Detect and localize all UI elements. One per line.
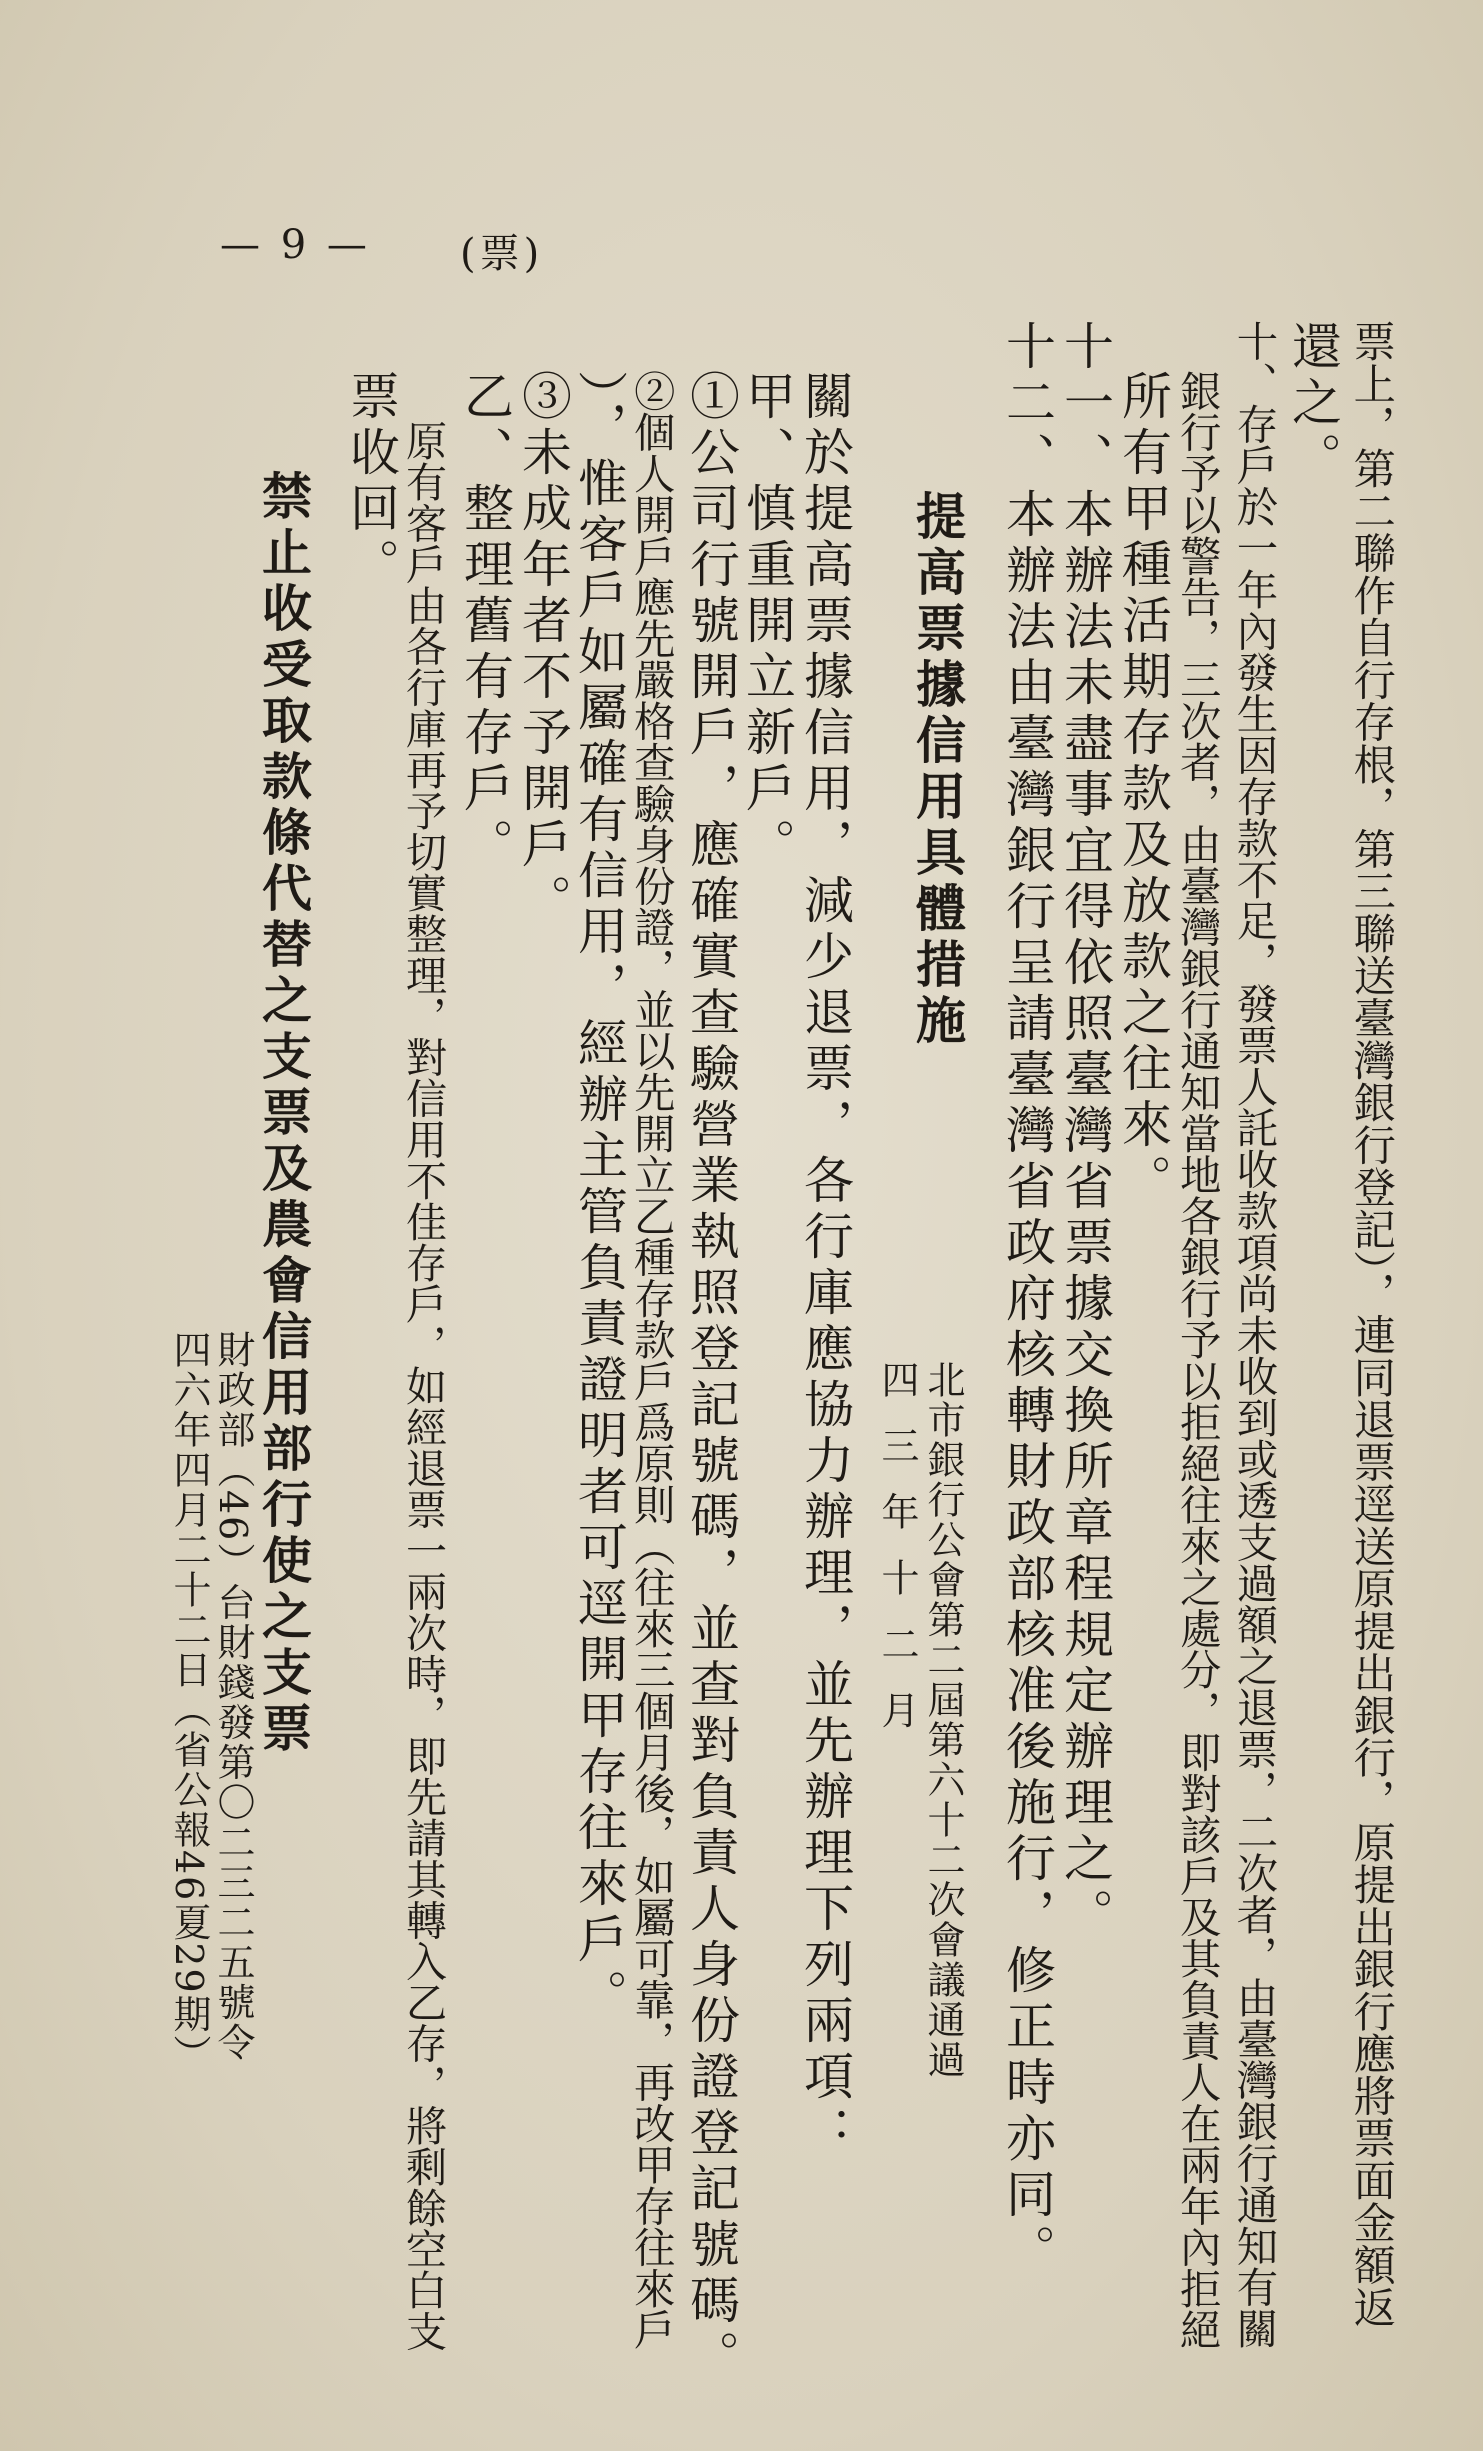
text-line: 十一、本辦法未盡事宜得依照臺灣省票據交換所章程規定辦理之。 <box>1056 320 1114 1944</box>
text-line: 關於提高票據信用，減少退票，各行庫應協力辦理，並先辦理下列兩項： <box>796 370 854 2162</box>
text-line: 十、存戶於一年內發生因存款不足，發票人託收款項尚未收到或透支過額之退票，二次者，由臺灣銀行通知有關 <box>1229 320 1278 2350</box>
text-line: 原有客戶由各行庫再予切實整理，對信用不佳存戶，如經退票一兩次時，即先請其轉入乙存，將剩餘空白支 <box>399 420 448 2352</box>
text-line: 還之。 <box>1284 320 1342 488</box>
source-note: 四 三 年 十 二 月 <box>875 1360 919 1737</box>
text-line: ③未成年者不予開戶。 <box>514 370 572 930</box>
text-line: 甲、慎重開立新戶。 <box>738 370 796 874</box>
text-line: 乙、整理舊有存戶。 <box>456 370 514 874</box>
text-line: ①公司行號開戶，應確實查驗營業執照登記號碼，並查對負責人身份證登記號碼。 <box>682 370 740 2386</box>
text-line: ），惟客戶如屬確有信用，經辦主管負責證明者可逕開甲存往來戶。 <box>570 370 628 2025</box>
page-number: — 9 — <box>220 222 371 268</box>
page-header <box>220 222 580 282</box>
text-line: 票收回。 <box>342 370 400 594</box>
source-note: 北市銀行公會第二屆第六十二次會議通過 <box>921 1360 965 2080</box>
source-note: 四六年四月二十二日（省公報46夏29期） <box>167 1330 211 2075</box>
text-line: 銀行予以警告，三次者，由臺灣銀行通知當地各銀行予以拒絕往來之處分，即對該戶及其負責人在兩年內拒絕 <box>1173 370 1222 2350</box>
section-heading: 禁止收受取款條代替之支票及農會信用部行使之支票 <box>254 470 312 1758</box>
text-line: 票上，第二聯作自行存根，第三聯送臺灣銀行登記），連同退票逕送原提出銀行，原提出銀行應將票面金額返 <box>1347 320 1397 2328</box>
running-title: (票) <box>460 231 544 277</box>
source-note: 財政部（46）台財錢發第〇二三二五號令 <box>211 1330 255 2063</box>
section-heading: 提高票據信用具體措施 <box>908 490 966 1050</box>
text-line: 十二、本辦法由臺灣銀行呈請臺灣省政府核轉財政部核准後施行，修正時亦同。 <box>998 320 1056 2280</box>
text-line: 所有甲種活期存款及放款之往來。 <box>1114 370 1172 1210</box>
text-line: ②個人開戶應先嚴格查驗身份證，並以先開立乙種存款戶爲原則（往來三個月後，如屬可靠，再改甲存往來戶 <box>627 370 676 2350</box>
